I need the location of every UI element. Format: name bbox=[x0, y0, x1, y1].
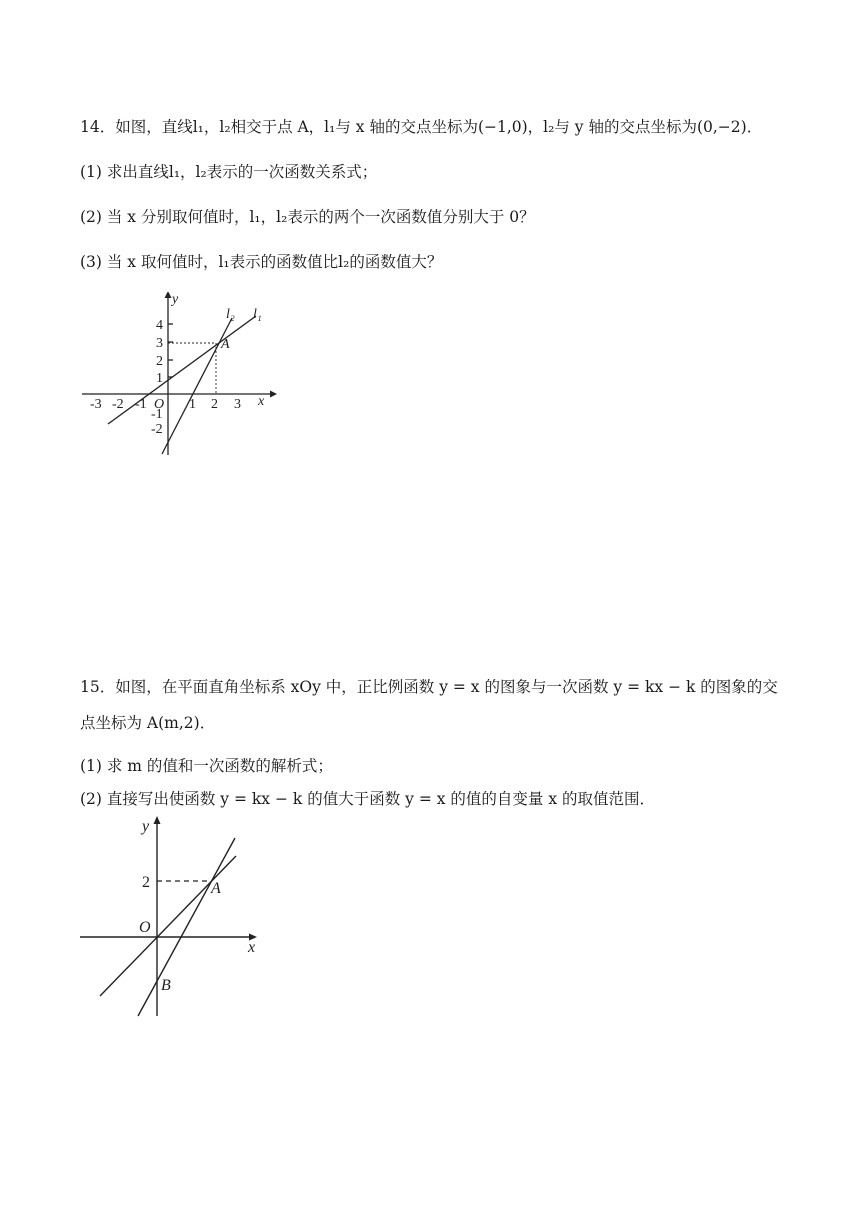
point-a-label: A bbox=[211, 880, 221, 897]
problem-15-question-1: (1) 求 m 的值和一次函数的解析式； bbox=[80, 757, 333, 775]
y-axis-label: y bbox=[142, 818, 150, 835]
problem-14-statement: 14．如图，直线l₁，l₂相交于点 A，l₁与 x 轴的交点坐标为(−1,0)，l₂与 y 轴的交点坐标为(0,−2)． bbox=[80, 118, 763, 136]
x-tick-label: 1 bbox=[189, 397, 196, 412]
y-axis-arrow bbox=[165, 292, 172, 298]
y-tick-label: -1 bbox=[151, 407, 163, 422]
line-y-equals-kx-minus-k bbox=[138, 838, 235, 1016]
x-axis-label: x bbox=[248, 939, 256, 956]
x-tick-label: 3 bbox=[234, 397, 241, 412]
y-axis-arrow bbox=[154, 816, 161, 824]
problem-15-statement-line-1: 15．如图，在平面直角坐标系 xOy 中，正比例函数 y = x 的图象与一次函数 y = kx − k 的图象的交 bbox=[80, 678, 778, 696]
problem-14-graph bbox=[78, 292, 278, 462]
x-tick-label: 2 bbox=[211, 397, 218, 412]
y-tick-label: 2 bbox=[156, 354, 163, 369]
y-tick-label: 4 bbox=[156, 318, 163, 333]
x-axis-label: x bbox=[258, 394, 265, 409]
x-tick-label: -3 bbox=[90, 397, 102, 412]
x-tick-label: -2 bbox=[112, 397, 124, 412]
line-l2-label: l₂ bbox=[226, 307, 235, 322]
problem-15-question-2: (2) 直接写出使函数 y = kx − k 的值大于函数 y = x 的值的自变量 x 的取值范围． bbox=[80, 790, 655, 808]
x-tick-label: -1 bbox=[135, 397, 147, 412]
problem-15-graph bbox=[78, 812, 268, 1022]
y-tick-label: -2 bbox=[151, 422, 163, 437]
point-b-label: B bbox=[161, 977, 171, 994]
problem-15-statement-line-2: 点坐标为 A(m,2)． bbox=[80, 714, 216, 732]
y-tick-label: 3 bbox=[156, 336, 163, 351]
problem-14-question-2: (2) 当 x 分别取何值时，l₁，l₂表示的两个一次函数值分别大于 0？ bbox=[80, 208, 535, 226]
x-axis-arrow bbox=[270, 391, 277, 398]
origin-label: O bbox=[154, 397, 165, 412]
line-l1-label: l₁ bbox=[253, 307, 262, 322]
line-y-equals-x bbox=[100, 856, 236, 996]
y-axis-label: y bbox=[172, 292, 179, 307]
problem-14-question-3: (3) 当 x 取何值时，l₁表示的函数值比l₂的函数值大？ bbox=[80, 253, 443, 271]
y-tick-label: 1 bbox=[156, 371, 163, 386]
origin-label: O bbox=[139, 919, 151, 936]
problem-14-question-1: (1) 求出直线l₁，l₂表示的一次函数关系式； bbox=[80, 163, 378, 181]
y-tick-label: 2 bbox=[142, 874, 150, 891]
point-a-label: A bbox=[221, 337, 230, 352]
